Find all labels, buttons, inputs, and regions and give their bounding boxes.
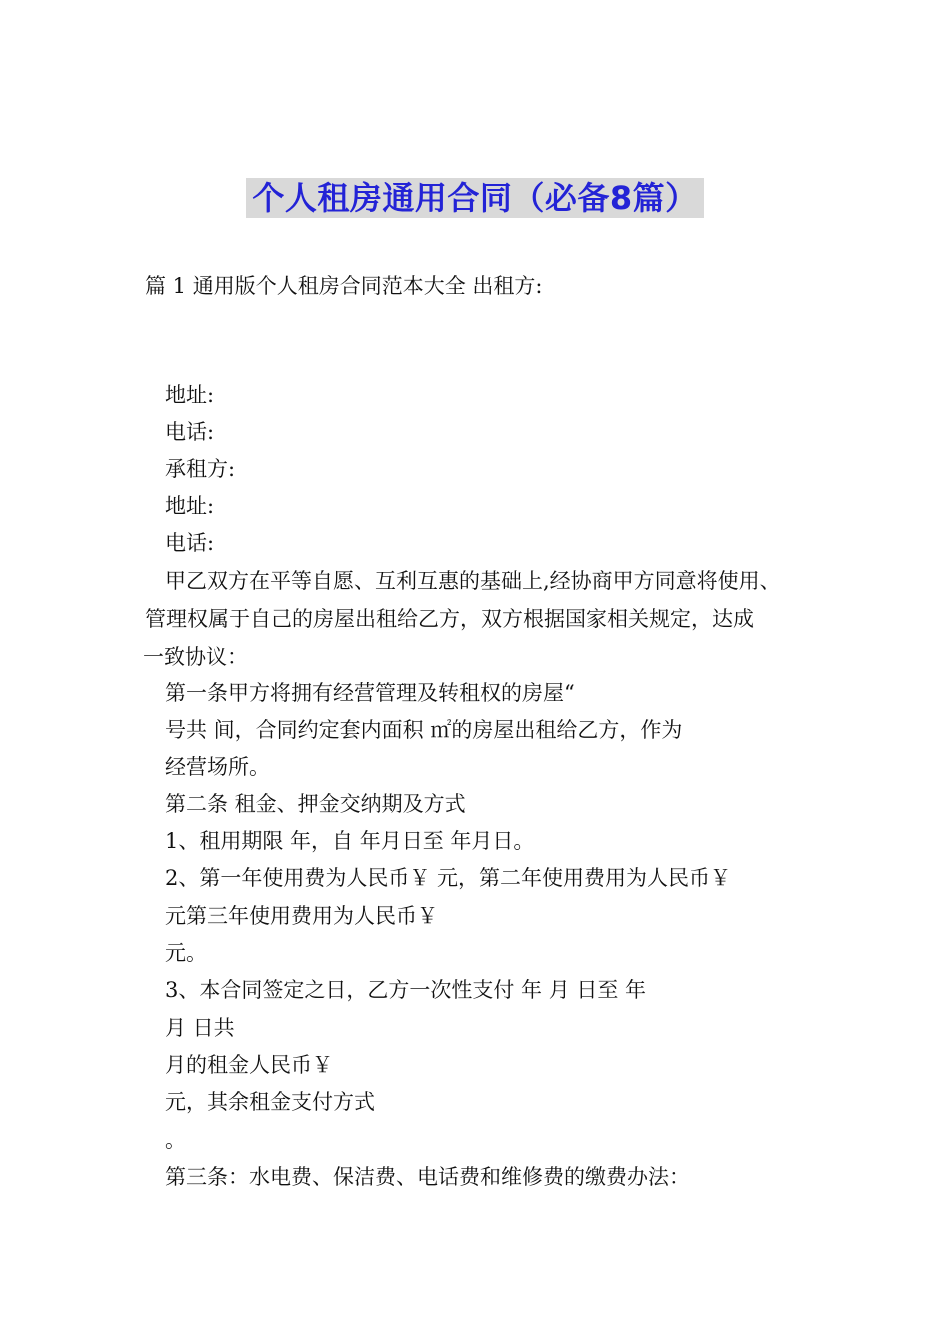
text-line: 元，其余租金支付方式 — [165, 1090, 375, 1114]
text-line: 承租方: — [165, 457, 236, 481]
text-line: 3、本合同签定之日，乙方一次性支付 年 月 日至 年 — [165, 978, 647, 1002]
text-line: 1、租用期限 年，自 年月日至 年月日。 — [165, 829, 535, 853]
text-line: 经营场所。 — [165, 755, 270, 779]
text-line: 。 — [165, 1128, 186, 1152]
title-container — [0, 178, 950, 218]
text-line: 第一条甲方将拥有经营管理及转租权的房屋“ — [165, 681, 575, 705]
text-line: 号共 间，合同约定套内面积 ㎡的房屋出租给乙方，作为 — [165, 718, 683, 742]
text-line: 甲乙双方在平等自愿、互利互惠的基础上,经协商甲方同意将使用、 — [165, 569, 781, 593]
section-heading-line: 篇 1 通用版个人租房合同范本大全 出租方: — [145, 274, 543, 298]
document-title: 个人租房通用合同（必备8篇） — [246, 178, 703, 218]
text-line: 元第三年使用费用为人民币￥ — [165, 904, 438, 928]
text-line: 电话: — [165, 420, 215, 444]
text-line: 第二条 租金、押金交纳期及方式 — [165, 792, 466, 816]
text-line: 管理权属于自己的房屋出租给乙方，双方根据国家相关规定，达成 — [145, 607, 754, 631]
text-line: 月 日共 — [165, 1016, 235, 1040]
text-line: 一致协议： — [143, 645, 248, 669]
text-line: 2、第一年使用费为人民币￥ 元，第二年使用费用为人民币￥ — [165, 866, 732, 890]
text-line: 地址: — [165, 494, 215, 518]
text-line: 元。 — [165, 941, 207, 965]
text-line: 月的租金人民币￥ — [165, 1053, 333, 1077]
text-line: 第三条：水电费、保洁费、电话费和维修费的缴费办法： — [165, 1165, 690, 1189]
text-line: 电话: — [165, 531, 215, 555]
text-line: 地址: — [165, 383, 215, 407]
